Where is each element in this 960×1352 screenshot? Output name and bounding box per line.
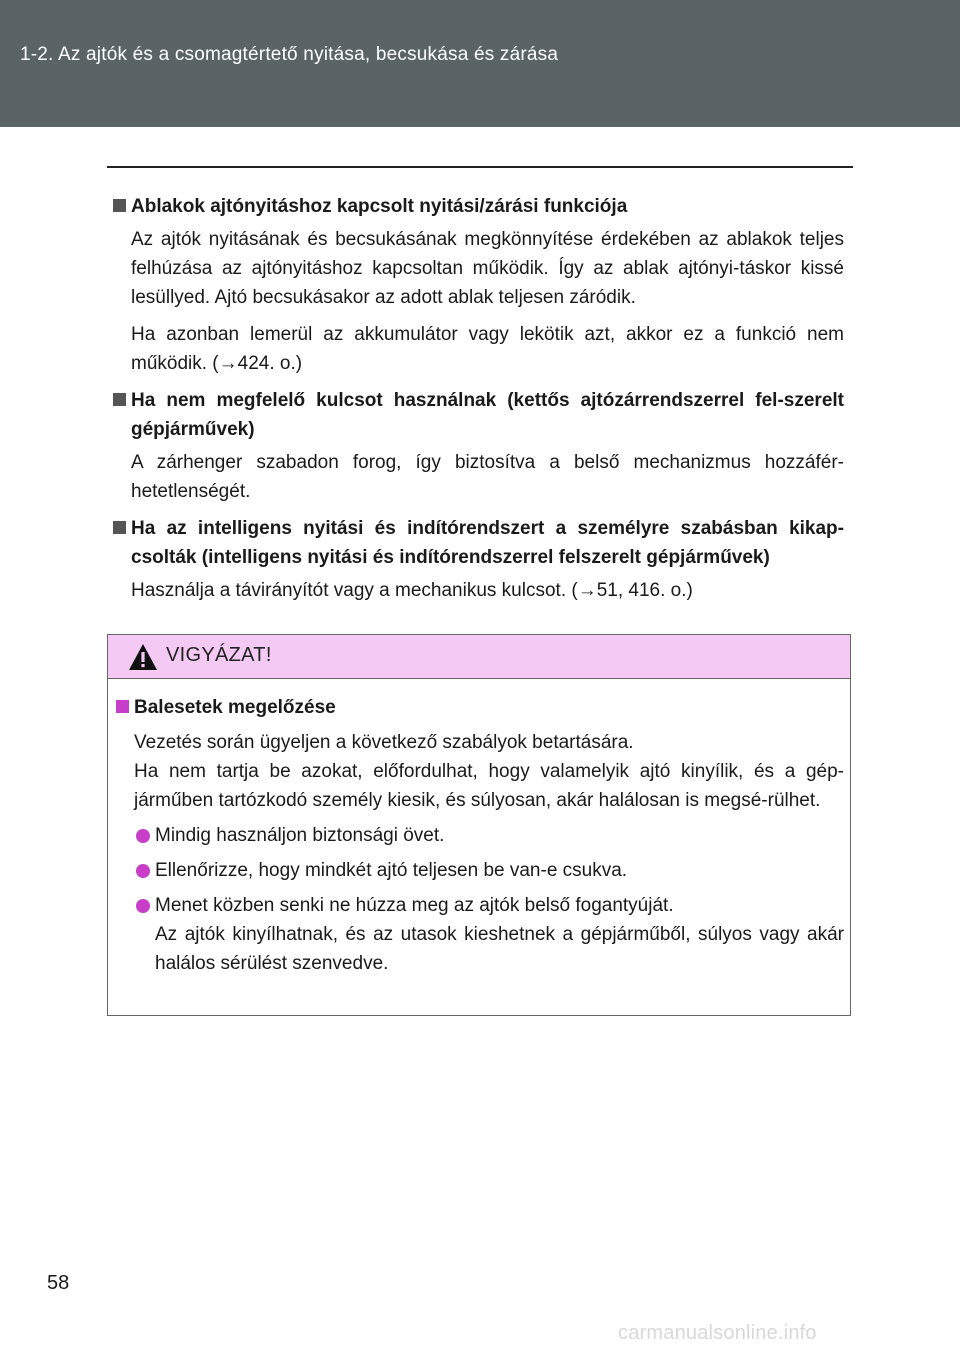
- square-bullet-icon: [113, 393, 126, 406]
- paragraph: Ha azonban lemerül az akkumulátor vagy lekötik azt, akkor ez a funkció nem működik. (→424. o.): [131, 324, 844, 374]
- main-content: [111, 192, 844, 613]
- square-bullet-icon: [113, 521, 126, 534]
- warning-title: Balesetek megelőzése: [112, 693, 844, 722]
- warning-box: [107, 634, 851, 1016]
- page-number: 58: [47, 1272, 70, 1294]
- divider: [107, 166, 853, 168]
- chapter-title: 1-2. Az ajtók és a csomagtértető nyitása, becsukása és zárása: [20, 44, 559, 65]
- warning-triangle-icon: [128, 643, 158, 671]
- section-title: Ha nem megfelelő kulcsot használnak (kettős ajtózárrendszerrel fel-szerelt gépjárművek): [111, 386, 844, 444]
- paragraph: A zárhenger szabadon forog, így biztosítva a belső mechanizmus hozzáfér-hetetlenségét.: [131, 452, 844, 502]
- circle-bullet-icon: [136, 864, 150, 878]
- warning-label: VIGYÁZAT!: [166, 644, 272, 666]
- square-bullet-icon: [116, 700, 129, 713]
- section-title: Ablakok ajtónyitáshoz kapcsolt nyitási/zárási funkciója: [111, 192, 844, 221]
- paragraph: Az ajtók nyitásának és becsukásának megkönnyítése érdekében az ablakok teljes felhúzása az ajtónyitáshoz kapcsoltan működik. Így az ablak ajtónyi-táskor kissé lesüllyed. Ajtó becsukásakor az adott ablak teljesen záródik.: [131, 229, 844, 308]
- bullet-item: Menet közben senki ne húzza meg az ajtók belső fogantyúját. Az ajtók kinyílhatnak, és az utasok kieshetnek a gépjárműből, súlyos vagy akár halálos sérülést szenvedve.: [112, 891, 844, 978]
- section-title: Ha az intelligens nyitási és indítórendszert a személyre szabásban kikap-csolták (intelligens nyitási és indítórendszerrel felszerelt gépjárművek): [111, 514, 844, 572]
- square-bullet-icon: [113, 199, 126, 212]
- warning-header: [108, 635, 850, 679]
- paragraph: Használja a távirányítót vagy a mechanikus kulcsot. (→51, 416. o.): [131, 580, 693, 601]
- bullet-item: Ellenőrizze, hogy mindkét ajtó teljesen be van-e csukva.: [112, 856, 844, 885]
- bullet-item: Mindig használjon biztonsági övet.: [112, 821, 844, 850]
- header-band: [0, 0, 960, 127]
- circle-bullet-icon: [136, 899, 150, 913]
- watermark: carmanualsonline.info: [618, 1322, 817, 1344]
- warning-intro: Vezetés során ügyeljen a következő szabályok betartására. Ha nem tartja be azokat, előfordulhat, hogy valamelyik ajtó kinyílik, és a gép-járműben tartózkodó személy kiesik, és súlyosan, akár halálosan is megsé-rülhet.: [134, 732, 844, 811]
- circle-bullet-icon: [136, 829, 150, 843]
- warning-body: [108, 679, 850, 978]
